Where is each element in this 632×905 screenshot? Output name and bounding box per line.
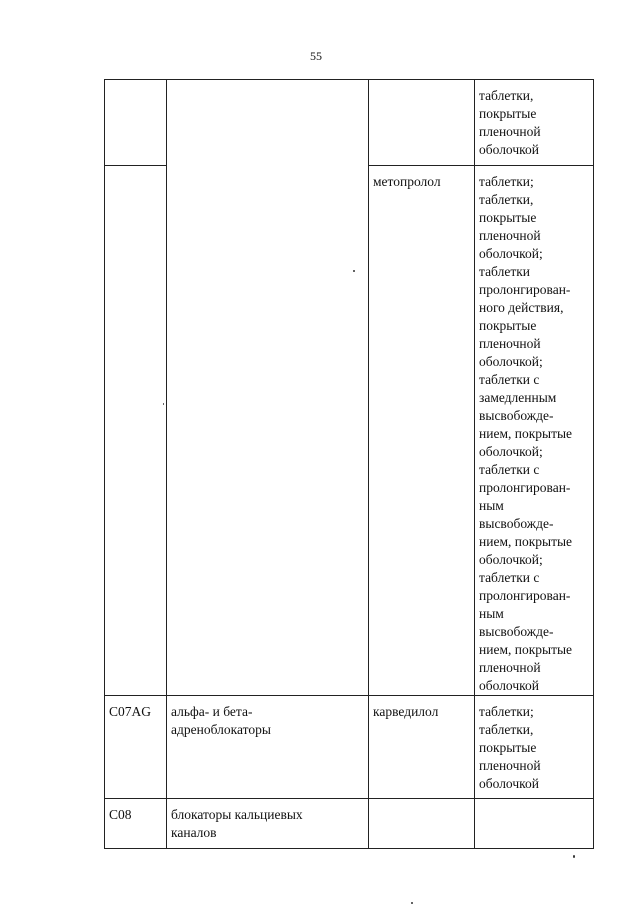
scan-speck — [163, 403, 164, 405]
form-text: таблетки; таблетки, покрытые пленочной оболочкой; таблетки пролонгирован- ного действия, покрытые пленочной оболочкой; таблетки с замедленным высвобожде- нием, покрытые оболочкой; таблетки с пролонгирован- ным высвобожде- нием, покрытые оболочкой; таблетки с пролонгирован- ным высвобожде- нием, покрытые пленочной оболочкой — [479, 174, 573, 693]
group-text: блокаторы кальциевых каналов — [171, 807, 303, 840]
scan-speck — [573, 855, 575, 858]
table-row — [105, 799, 594, 849]
table-cell-group — [167, 80, 369, 696]
code-text: C08 — [109, 807, 132, 822]
document-table-wrapper — [104, 79, 593, 846]
table-cell-group — [167, 799, 369, 849]
drug-text: карведилол — [373, 704, 439, 719]
table-cell-form — [475, 166, 594, 696]
table-cell-form — [475, 696, 594, 799]
group-text: альфа- и бета- адреноблокаторы — [171, 704, 271, 737]
scan-speck — [411, 902, 413, 904]
table-cell-drug — [369, 799, 475, 849]
code-text: C07AG — [109, 704, 152, 719]
drug-text: метопролол — [373, 174, 441, 189]
scan-speck — [353, 270, 355, 272]
drug-table — [104, 79, 594, 849]
table-cell-code — [105, 166, 167, 696]
table-cell-drug — [369, 80, 475, 166]
table-cell-code — [105, 80, 167, 166]
table-row — [105, 80, 594, 166]
table-cell-group — [167, 696, 369, 799]
table-cell-drug — [369, 166, 475, 696]
table-cell-drug — [369, 696, 475, 799]
page-number: 55 — [310, 49, 322, 63]
form-text: таблетки; таблетки, покрытые пленочной оболочкой — [479, 704, 541, 791]
table-cell-form — [475, 799, 594, 849]
table-cell-code — [105, 799, 167, 849]
table-row — [105, 696, 594, 799]
form-text: таблетки, покрытые пленочной оболочкой — [479, 88, 541, 157]
table-cell-code — [105, 696, 167, 799]
table-cell-form — [475, 80, 594, 166]
